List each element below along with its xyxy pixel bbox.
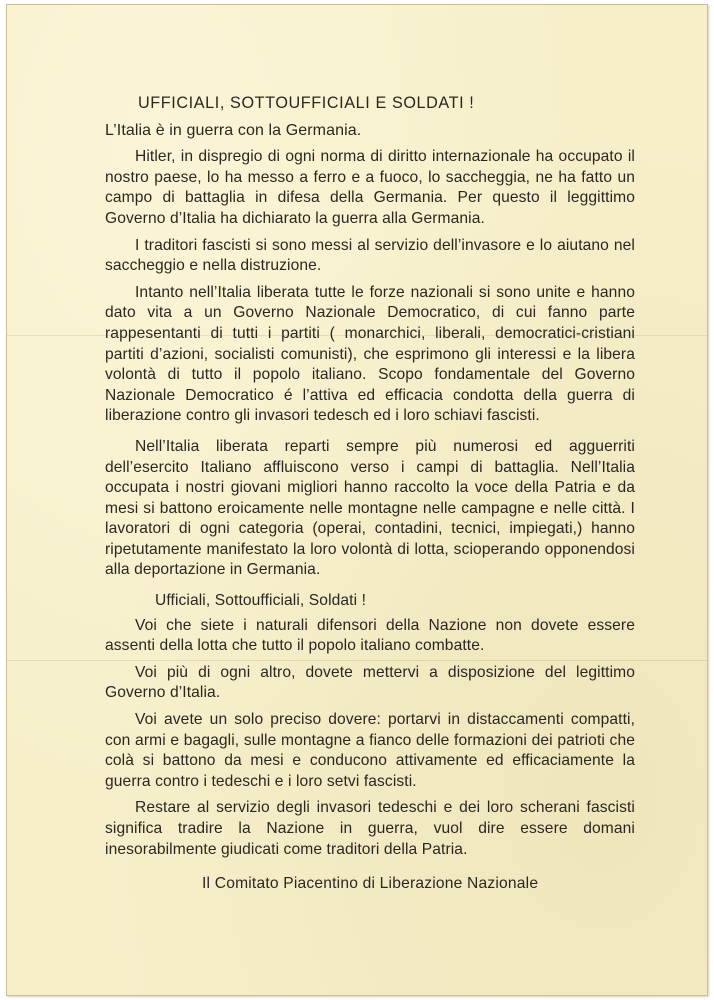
paragraph: Voi che siete i naturali difensori della Nazione non dovete essere assenti della lotta che tutto il popolo italiano combatte.	[105, 616, 635, 655]
address-line: Ufficiali, Sottoufficiali, Soldati !	[155, 592, 367, 610]
paragraph: Hitler, in dispregio di ogni norma di diritto internazionale ha occupato il nostro paese, lo ha messo a ferro e a fuoco, lo saccheggia, ne ha fatto un campo di battaglia in difesa della Germania. Per questo il leggittimo Governo d’Italia ha dichiarato la guerra alla Germania.	[105, 148, 635, 227]
paragraph: Restare al servizio degli invasori tedeschi e dei loro scherani fascisti significa tradire la Nazione in guerra, vuol dire essere domani inesorabilmente giudicati come traditori della Patria.	[105, 799, 635, 858]
paragraph: Intanto nell’Italia liberata tutte le forze nazionali si sono unite e hanno dato vita a un Governo Nazionale Democratico, di cui fanno parte rappesentanti di tutti i partiti ( monarchici, liberali, democratici-cristiani partiti d’azioni, socialisti comunisti), che esprimono gli interessi e la libera volontà di tutto il popolo italiano. Scopo fondamentale del Governo Nazionale Democratico é l’attiva ed efficacia condotta della guerra di liberazione contro gli invasori tedesch ed i loro schiavi fascisti.	[105, 283, 635, 425]
intro-line: L’Italia è in guerra con la Germania.	[105, 121, 362, 139]
document-title: UFFICIALI, SOTTOUFFICIALI E SOLDATI !	[138, 94, 475, 112]
paragraph: Voi avete un solo preciso dovere: portarvi in distaccamenti compatti, con armi e bagagli, sulle montagne a fianco delle formazioni dei patrioti che colà si battono da mesi e conducono attivamente ed efficaciamente la guerra contro i tedeschi e i loro setvi fascisti.	[105, 711, 635, 790]
paragraph: Voi più di ogni altro, dovete mettervi a disposizione del legittimo Governo d’Italia.	[105, 663, 635, 702]
signature-line: Il Comitato Piacentino di Liberazione Nazionale	[202, 875, 539, 893]
paragraph: Nell’Italia liberata reparti sempre più numerosi ed agguerriti dell’esercito Italiano affluiscono verso i campi di battaglia. Nell’Italia occupata i nostri giovani migliori hanno raccolto la voce della Patria e da mesi si battono eroicamente nelle montagne nelle campagne e nelle città. I lavoratori di ogni categoria (operai, contadini, tecnici, impiegati,) hanno ripetutamente manifestato la loro volontà di lotta, scioperando opponendosi alla deportazione in Germania.	[105, 437, 635, 579]
paragraph: I traditori fascisti si sono messi al servizio dell’invasore e lo aiutano nel saccheggio e nella distruzione.	[105, 236, 635, 275]
leaflet-text	[105, 93, 635, 910]
